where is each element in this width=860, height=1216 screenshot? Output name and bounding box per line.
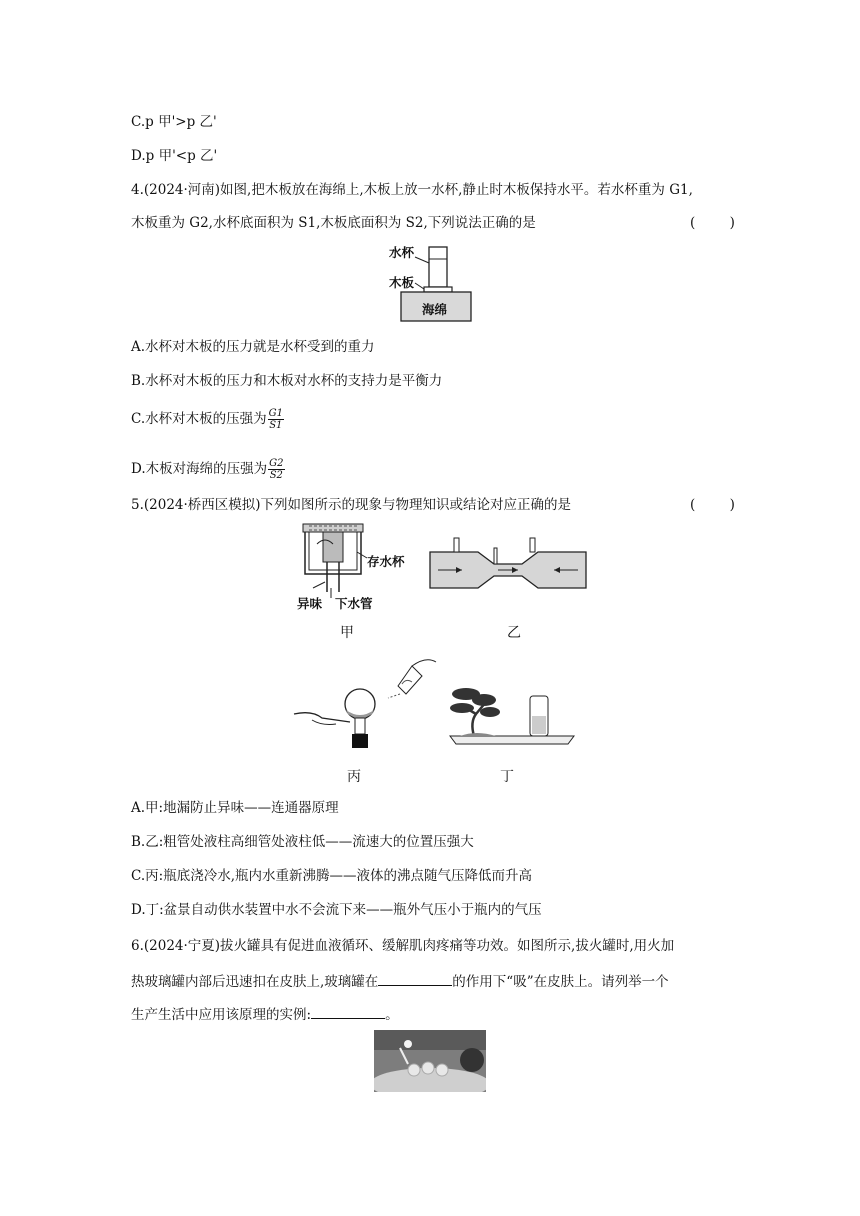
cupping-photo-drawing: [374, 1030, 486, 1092]
q5-figure-bing: [292, 654, 437, 750]
q4-figure: [385, 243, 485, 328]
fraction-denominator: S2: [269, 470, 283, 481]
venturi-tube-drawing: [428, 536, 588, 596]
q5-figure-yi: [428, 536, 588, 596]
q6-line3-start: 生产生活中应用该原理的实例:: [131, 1007, 312, 1023]
q6-line3: [131, 1004, 399, 1024]
caption-bing: 丙: [347, 769, 361, 785]
q4-option-d-prefix: D.木板对海绵的压强为: [131, 461, 268, 477]
label-board: 木板: [389, 275, 415, 290]
q3-option-c: C.p 甲'>p 乙': [131, 114, 217, 130]
label-odor: 异味: [297, 596, 323, 611]
q4-stem-line2: 木板重为 G2,水杯底面积为 S1,木板底面积为 S2,下列说法正确的是: [131, 215, 536, 231]
q5-answer-paren: ( ): [690, 497, 735, 513]
q6-line1: 6.(2024·宁夏)拔火罐具有促进血液循环、缓解肌肉疼痛等功效。如图所示,拔火罐时,用火加: [131, 938, 675, 954]
bonsai-water-supply-drawing: [446, 680, 576, 750]
q4-option-d-fraction: [268, 458, 284, 481]
q4-option-d: [131, 458, 285, 481]
q4-option-b: B.水杯对木板的压力和木板对水杯的支持力是平衡力: [131, 373, 443, 389]
caption-yi: 乙: [507, 625, 521, 641]
answer-blank: [311, 1004, 385, 1019]
fraction-denominator: S1: [269, 420, 283, 431]
label-cup: 水杯: [389, 245, 415, 260]
q4-option-c: [131, 408, 284, 431]
caption-ding: 丁: [500, 769, 514, 785]
q5-option-a: A.甲:地漏防止异味——连通器原理: [131, 800, 339, 816]
answer-blank: [378, 971, 452, 986]
q6-line2-end: 的作用下“吸”在皮肤上。请列举一个: [452, 974, 669, 990]
q5-option-d: D.丁:盆景自动供水装置中水不会流下来——瓶外气压小于瓶内的气压: [131, 902, 542, 918]
cupping-photo: [374, 1030, 486, 1092]
q5-figure-ding: [446, 680, 576, 750]
q4-option-c-fraction: [268, 408, 284, 431]
fraction-numerator: G2: [269, 458, 284, 469]
caption-jia: 甲: [340, 625, 354, 641]
label-sponge: 海绵: [422, 302, 448, 317]
fraction-numerator: G1: [268, 408, 283, 419]
label-water-cup: 存水杯: [367, 554, 405, 569]
q6-line2: [131, 971, 669, 991]
q4-stem-line1: 4.(2024·河南)如图,把木板放在海绵上,木板上放一水杯,静止时木板保持水平。若水杯重为 G1,: [131, 182, 693, 198]
boiling-flask-drawing: [292, 654, 437, 750]
q6-line2-start: 热玻璃罐内部后迅速扣在皮肤上,玻璃罐在: [131, 974, 379, 990]
q5-stem: 5.(2024·桥西区模拟)下列如图所示的现象与物理知识或结论对应正确的是: [131, 497, 572, 513]
q5-option-c: C.丙:瓶底浇冷水,瓶内水重新沸腾——液体的沸点随气压降低而升高: [131, 868, 532, 884]
q4-option-a: A.水杯对木板的压力就是水杯受到的重力: [131, 339, 375, 355]
q5-figure-jia: [295, 522, 415, 614]
q3-option-d: D.p 甲'<p 乙': [131, 148, 218, 164]
q4-option-c-prefix: C.水杯对木板的压强为: [131, 411, 267, 427]
label-drain-pipe: 下水管: [335, 596, 373, 611]
q5-option-b: B.乙:粗管处液柱高细管处液柱低——流速大的位置压强大: [131, 834, 474, 850]
q6-line3-end: 。: [385, 1007, 399, 1023]
q4-answer-paren: ( ): [690, 215, 735, 231]
